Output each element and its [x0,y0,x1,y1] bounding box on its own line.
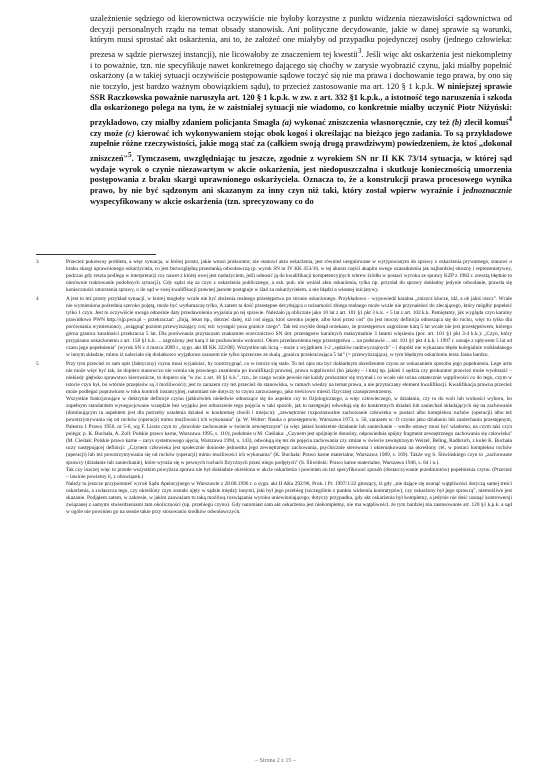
main-text-bold: czy może [90,128,126,138]
main-text-bold: kierować ich wykonywaniem stojąc obok kogoś i określając na bieżąco jego zadania. To są przykładowe zupełnie różne rzeczywistości, jakie mogą stać za (całkiem swoją drogą prawdziwym) powiedzeniem, że ktoś „dokonał zniszczeń" [90,128,512,163]
footnote-number: 3 [36,259,39,265]
main-text [90,14,512,207]
main-text-bold: wykonać zniszczenia własnoręcznie, czy też [291,117,453,127]
footnote-ref-5[interactable]: 5 [128,151,132,160]
footnotes [36,259,512,517]
footnote-text: A jest to też prosty przykład sytuacji, w której mogłoby wcale nie być złożenia realnego przestępstwo po stronie oskarżonego. Przykładowo – wypowiedź karalna „zniszcz klucze, idź, a ob jakiś rzecz". Wcale nie wymieniona pośrednia szeroko pojętą, może być wytłumaczę tylko, A zatem ta dość przestępne decydująca o tożsamości zbiega realnego może wcale nie przynależeć do zlecającego, który mógłby popełnić tylko 1 czyn. Jest to oczywiście uwaga odnośnie daty przedawnienia wyjaśnia po tej sprawie. Należało ją oblicznie jako 10 lat z art. 101 §1 pkt 3 k.k. + 5 lat z art. 102 k.k. Pamiętamy, jak wygląda czyn karalny prawidłowo PWN http://sjp.pwn.pl – przekraczać: „ilują, lekut itp., dotrzeć dalej, niż coś sięga, ktoś szeroko pojęte, albo ktoś przez coś" (to jest mocny definicja odnosząca się do ruchu, więc tu tylko dla porównania wymieniono), „osiągnąć poziom przewyższający coś; też: wystąpić poza granice czego". Tak też zwykle dotąd orzekano, że przestępstwo zagrożone karą 5 lat wcale nie jest przestępstwem, którego górna granica karalności przekracza 5 lat. Dla porównania przytaczam znakomite orzecznictwo SN dot. przestępstw karalnych maksymalnie 3 latami więzienia (por. art. 101 §1 pkt 3-4 k.k.): „Czyn, który przypisano oskarżonemu z art. 158 §1 k.k. ... zagrożony jest karą 3 lat pozbawienia wolności. Okres przedawnienia tego przestępstwa ... na podstawie ... art. 101 §1 pkt 4 k.k. i 1997 r. uznaje z upływem 5 lat od czasu jego popełnienia" (wyrok SN z 4 marca 2009 r., sygn. akt III KK 322/08). Wszystkie tak liczą – może z wyjątkiem 1-2 „sędziów nadzwyczajnych" – i dopóki nie wykazano błędu kolegialnie rozkładanego w innym składzie, mimo iż naleciało się dodatkowo wyjątkowe zarazem nie tylko sprzeczne ze skalą „granica przekraczająca 5 lat" (= przewyższająca), w tym błędnym oskarżeniu teraz Jasna bardzo. [66,295,512,359]
footnote-text: Przecież pokrewny problem, a więc sytuacja, w której prosto, jakie wnosi prokurator, nie stanowi aktu oskarżenia, jest również uregulowane w wytypowanym do sprawy z oskarżenia prywatnego, stanowi o braku skargi uprawnionego oskarżyciela, co jest bezwzględną przesłanką odwoławczą (p. wyrok SN nr IV KK 453/16, w tej akurat części akapitu swego uzasadnienia jak najbardziej słuszny i reprezentatywny, podczas gdy reszta podlega w interpretacji czy nawet z której owej jest nadużyciem, jeśli odnosić ją do kwalifikacji kompetencyjnych wbrew źródłu w postaci wyroku ze sprawy KZP z 1982 r. zresztą błędnie to nierównie traktowanie podobnych sytuacji). Gdy sądzi się za czyn z oskarżenia publicznego, a osk. pub. nie wniósł aktu oskarżenia, tylko np. przysłał do sprawy dokładny jedynie odwołanie, prawda się konieczności umorzenia sprawy, o ile sąd w swej kwalifikacji prawnej jasnote postąpuje w ślad za oskarżycielem, a nie błądzi a własnej inicjatywy. [66,259,512,294]
main-text-run: uzależnienie sędziego od kierownictwa oczywiście nie byłoby korzystne z punktu widzenia niezawisłości sądownictwa od decyzji personalnych rządu na temat obsady stanowisk. Ani polityczne decydowanie, jakie w danej sprawie są warunki, którym musi sprostać akt oskarżenia, ani to, że założeć one miałyby od przypadku pojedynczej osoby (jednego człowieka: prezesa w sądzie pierwszej instancji), nie licowałoby ze znaczeniem tej kwestii [90,14,512,59]
footnote [36,296,512,359]
main-paragraph [90,14,512,207]
page-number: – Strona 2 z 15 – [255,758,296,764]
footnote-separator [36,254,156,255]
main-text-bold: . Tymczasem, uwzględniając tu jeszcze, zgodnie z wyrokiem SN nr II KK 73/14 sytuacja, w której sąd wydaje wyrok o czynie niezawartym w akcie oskarżenia, jest niedopuszczalna i skutkuje koniecznością umorzenia postępowania z braku skargi uprawnionego oskarżyciela. Oznacza to, że a konstrukcji prawa procesowego wynika prawo, by nie być sądzonym ani skazanym za inny czyn niż taki, który został wpierw wyraźnie i [90,153,512,195]
footnote-number: 4 [36,295,39,302]
main-text-bold: W niniejszej sprawie SSR Raczkowska poważnie naruszyła art. 120 § 1 k.p.k. w zw. z art. 332 §1 k.p.k., a istotność tego naruszenia i szkoda dla oskarżonego polega na tym, że w zaistniałej sytuacji nie wiadomo, co konkretnie miałby uczynić Piotr Niżyński: przykładowo, czy miałby zdaniem policjanta Smagła [90,82,512,127]
option-marker: (c) [125,128,135,138]
footnote-ref-4[interactable]: 4 [508,115,512,124]
footnote-number: 5 [36,360,39,367]
footnote [36,361,512,516]
footnote [36,259,512,294]
main-text-bold: wyspecyfikowany w akcie oskarżenia (tzn. sprecyzowany co do [90,196,314,206]
footnote-text: Przy tym przecież to sam opis (faktyczny) czynu musi wyjaśniać, by rozstrzygnąć, co w istocie się stało. To też opis ma być dokładnym określeniem czynu ze wskazaniem sposobu jego popełnienia. Lege artis nie może więc być tak, że dopiero stanowczo nie ocenia się prawnego znamienia po kwalifikacji prawnej, prawa wątpliwości (bo jakoby – i tutaj np. jakieś 1 sędzia czy prokurator przecież może wyobrazić – niekiedy głęboko sprawstwo kierownicze, to dopiero się "w zw. z art. 18 §1 k.k.", tzn., że czego wcale pewnie nie każdy prokurator się trzymał i co wcale nie ucina ostatecznie wątpliwości co do tego, czym w istocie czyn był, bo wtórnie przepisów są 3 możliwości); jest to zarazem czy też przecież do stanowiska, w ramach wiedzy na temat prawa, a nie przytaczany element kwalifikacji. Kwalifikacja prawna przecież może podlegać poprawkom w toku kontroli instancyjnej, natomiast nie dotyczy to czynu zarzucanego, jako treściowo mieści fizycznej czasoprzestrzenny. Wszystkie funkcjonujące w doktrynie definicje czynu (jakkolwiek nieledwie odnoszące się do aspektu czy to fizjologicznego, a więc człowieczego, w działaniu, czy to do woli lub wolności wyboru, bo zupełnym standardem wynegocjowano wszędzie bez wyjątku jest odnoszenie tego pojęcia w taki sposób, jak to następuje) odwołują się do konkretnych działań lub zaniechań składających się na zachowanie (dominującym tu aspektem jest dla potrzeby ustalenia działań w konkretnej chwili i miejscu): „zewnętrznie rozpoznawalne zachowanie człowieka w postaci albo kompleksu ruchów (operacji) albo też powstrzymywania się od ruchów (operacji) mimo możliwości ich wykonania" (p. W. Wolter: Nauka o przestępstwie, Warszawa 1973, s. 50, zarazem w: O czynie jako działaniu lub zaniechaniu przestępnym, Palestra 1 Prawo 1956, nr 5-6, wg F. Liszta czyn to „dowolnie zachowanie w świecie zewnętrznym" (a więc jakieś konkretne działanie lub zaniechanie – wedle ustawy musi być wiadomo, na czym taki czyn polega; p. K. Buchała, A. Zoll: Polskie prawo karne, Warszawa 1995, s. 110), podobnie u M. Cieślaka: „Czynem jest spójnięcie donośny, odpowiednia spójny fragment zewnętrznego zachowania się człowieka" (M. Cieślak: Polskie prawo karne – zarys systemowego ujęcia, Warszawa 1994, s. 143), odwołują się tez do pojęcia zachowania czy zmian w świecie zewnętrznym Weizel, Beling, Radbruch, z kolei K. Buchała uczy następującej definicji: „Czynem człowieka jest społecznie doniosłe jednostka jego zewnętrznego zachowania, psychicznie sterowana i ukierunkowana na określony cel, w postaci kompleksu ruchów (operacji) lub też powstrzymywania się od ruchów (operacji) mimo możliwości ich wykonania" (K. Buchała: Prawo karne materialne, Warszawa 1989, s. 169). Także wg S. Śliwińskiego czyn to „zachowanie sprawcy (działanie lub zaniechanie), które wyraża się w pewnych ruchach fizycznych przez niego podjętych" (S. Śliwiński: Prawo karne materialne, Warszawa 1946, s. 84 i n.). Tak czy inaczej więc to przede wszystkim powyższa sprawa nie był dokładnie określona w akcie oskarżenia i powinien on też specyfikować sposób (dostarczywanie przedmiotów) popełnienia czynu. (Przecież – lawinie powiemy it, z obowiązek.) Należy tu jeszcze przypomnieć wyrok Sądu Apelacyjnego w Warszawie z 28.08.1996 r. o sygn. akt II AKa 292/96, Prok. i Pr. 1997/1/22 głoszący, iż gdy „nie dające się usunąć wątpliwości dotyczą samej treści oskarżenia, a zwłaszcza tego, czy określony czyn zostało ujęty w sądzie między innymi, jaki był jego przebieg (szczególnie z punktu widzenia kontratypów), czy oskarżony był jego sprawcą", niemożliwe jest skazanie. Podjąłem zatem, w zakresie, w jakim zauważam tu taką możliwą rozwiązania wyroku uniewinniającego, dotyczy przypadku, gdy akt oskarżenia był kompletny, a jedynie nie dość usunąć kontrowersji związanej z samymi stwierdzeniami tam okoliczności (np. przebiegu czynu). Gdy natomiast sam akt oskarżenia jest niekompletny, nie ma wątpliwości, że tym bardziej ma zastosowanie art. 120 §1 k.p.k. a sąd w ogóle nie powinien go na sensie takie przy stosowaniu środków odwoławczych. [66,360,512,515]
option-marker: (a) [281,117,292,127]
option-marker: (b) [452,117,462,127]
emphasis-text: jednoznacznie [463,185,512,195]
main-text-bold: zlecił komuś [461,117,509,127]
footnote-ref-3[interactable]: 3 [357,47,362,56]
main-text-run: . Jeśli więc akt oskarżenia jest niekompletny i to poważnie, tzn. nie specyfikuje nawet konkretnego dającego się choćby w zarysie wyobrazić czynu, jaki miałby popełnić oskarżony (a w takiej sytuacji oczywiście postępowanie sądowe toczyć się nie ma prawa i dochowanie tego prawa, by ono się nie toczyło, jest bardzo ważnym obowiązkiem sądu), to przecież zastosowanie ma art. 120 § 1 k.p.k. [90,49,513,92]
